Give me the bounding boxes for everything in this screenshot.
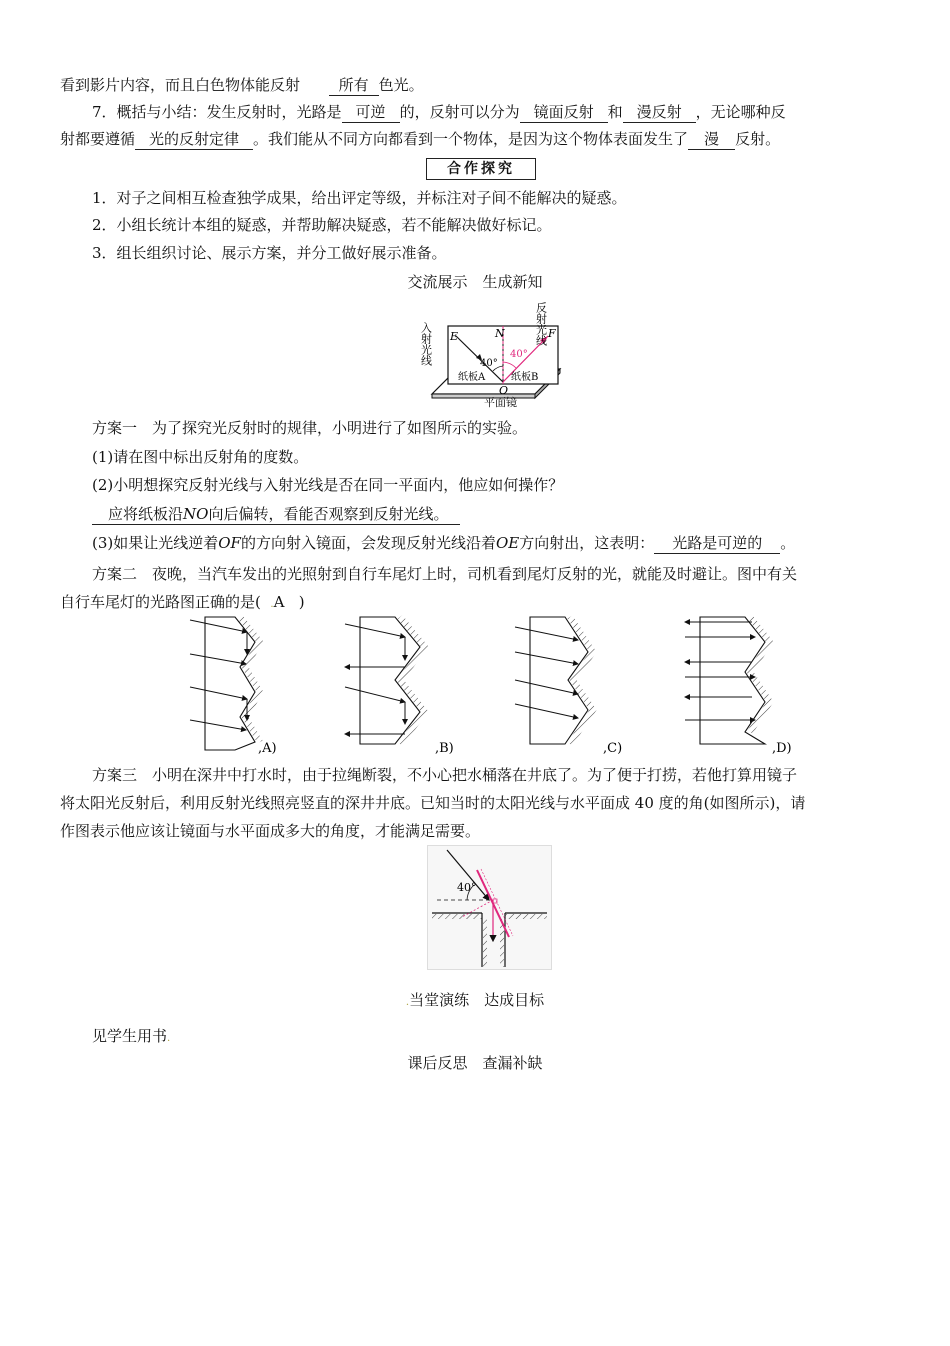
reflection-experiment-figure [420,296,575,412]
well-mirror-figure [427,845,552,970]
option-d-label: ,D) [772,741,792,756]
incident-ray-label: 入射光线 [420,322,433,366]
board-b-label: 纸板B [511,372,539,383]
blank-specular[interactable]: 镜面反射 [520,103,608,123]
option-a-diagram[interactable] [190,617,260,750]
section-title-practice: .当堂演练 达成目标 [405,991,545,1009]
plan3-line-1: 方案三 小明在深井中打水时，由于拉绳断裂，不小心把水桶落在井底了。为了便于打捞，若他打算用镜子 [92,766,798,784]
board-a-label: 纸板A [458,372,486,383]
step-3: 3．组长组织讨论、展示方案，并分工做好展示准备。 [92,244,447,262]
option-d-diagram[interactable] [685,617,770,744]
plan1-q3: (3)如果让光线逆着OF的方向射入镜面，会发现反射光线沿着OE方向射出，这表明： 光路是可逆的 。 [92,534,796,552]
option-a-label: ,A) [258,741,277,756]
label-O: O [499,384,509,397]
step-2: 2．小组长统计本组的疑惑，并帮助解决疑惑，若不能解决做好标记。 [92,216,552,234]
blank-law[interactable]: 光的反射定律 [135,130,253,150]
plan2-answer[interactable]: A [273,593,285,611]
angle-incident-label: 40° [480,358,498,369]
plan1-intro: 方案一 为了探究光反射时的规律，小明进行了如图所示的实验。 [92,419,528,437]
plan2-line-2: 自行车尾灯的光路图正确的是( .A ) [60,593,305,611]
reflected-ray-label: 反射光线 [534,302,548,346]
label-F: F [548,327,556,340]
blank-diffuse-2[interactable]: 漫 [688,130,735,150]
q7-line-2: 射都要遵循 光的反射定律 。我们能从不同方向都看到一个物体，是因为这个物体表面发生了 漫 反射。 [60,130,781,148]
angle-reflected-label: 40° [510,349,528,360]
see-student-book-note: 见学生用书. [92,1027,171,1045]
mirror-label: 平面镜 [484,396,517,409]
plan3-line-2: 将太阳光反射后，利用反射光线照亮竖直的深井井底。已知当时的太阳光线与水平面成 40 度的角(如图所示)，请 [60,794,806,812]
section-title-exchange: 交流展示 生成新知 [407,273,543,291]
blank-diffuse[interactable]: 漫反射 [623,103,696,123]
plan1-a2 [92,503,460,525]
cooperation-badge: 合作探究 [426,158,536,180]
answer-3-underline[interactable]: 光路是可逆的 [654,534,780,554]
sun-angle-label: 40° [457,881,477,894]
line-1: 看到影片内容，而且白色物体能反射 所有 色光。 [60,76,424,94]
label-E: E [450,330,459,343]
blank-all-colors[interactable]: 所有 [329,76,379,96]
step-1: 1．对子之间相互检查独学成果，给出评定等级，并标注对子间不能解决的疑惑。 [92,189,627,207]
label-N: N [495,327,505,340]
blank-reversible[interactable]: 可逆 [342,103,400,123]
answer-2-underline[interactable]: 应将纸板沿NO向后偏转，看能否观察到反射光线。 [92,505,460,525]
plan2-line-1: 方案二 夜晚，当汽车发出的光照射到自行车尾灯上时，司机看到尾灯反射的光，就能及时避让。图中有关 [92,565,798,583]
q7-line-1: 7．概括与小结：发生反射时，光路是 可逆 的，反射可以分为 镜面反射 和 漫反射 ，无论哪种反 [92,103,786,121]
option-c-label: ,C) [603,741,623,756]
option-b-diagram[interactable] [345,617,425,744]
option-c-diagram[interactable] [515,617,593,744]
plan3-line-3: 作图表示他应该让镜面与水平面成多大的角度，才能满足需要。 [60,822,481,840]
plan1-q2: (2)小明想探究反射光线与入射光线是否在同一平面内，他应如何操作？ [92,476,564,494]
section-title-reflection: 课后反思 查漏补缺 [407,1054,543,1072]
plan1-q1: (1)请在图中标出反射角的度数。 [92,448,309,466]
option-b-label: ,B) [435,741,454,756]
tail-light-options [180,612,820,762]
